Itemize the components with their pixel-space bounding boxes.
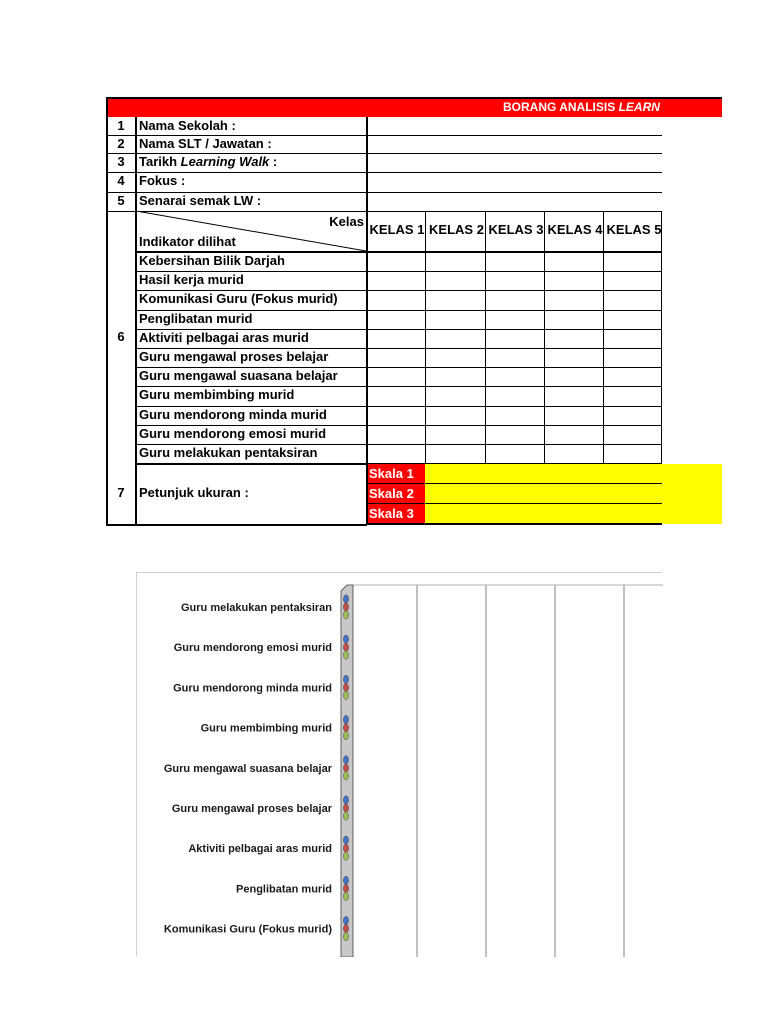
indicator-score-cell[interactable]	[485, 367, 544, 386]
grid-line-v	[106, 97, 108, 526]
bar-series-2	[343, 683, 348, 691]
row-number: 7	[117, 485, 125, 500]
indicator-score-cell[interactable]	[425, 444, 485, 463]
indicator-label: Aktiviti pelbagai aras murid	[139, 330, 309, 345]
bar-series-2	[343, 924, 348, 932]
bar-series-1	[343, 876, 348, 884]
indicator-chart	[136, 572, 662, 956]
indicator-score-cell[interactable]	[544, 329, 603, 348]
bar-series-2	[343, 603, 348, 611]
bar-series-1	[343, 836, 348, 844]
column-header-kelas: KELAS 3	[488, 222, 544, 237]
bar-series-2	[343, 723, 348, 731]
indicator-score-cell[interactable]	[544, 271, 603, 290]
indicator-score-cell[interactable]	[425, 348, 485, 367]
row-label: Nama SLT / Jawatan :	[139, 136, 272, 151]
indicator-label: Kebersihan Bilik Darjah	[139, 253, 285, 268]
indicator-score-cell[interactable]	[544, 290, 603, 310]
indicator-score-cell[interactable]	[485, 348, 544, 367]
grid-line-v	[603, 211, 604, 463]
indicator-label: Penglibatan murid	[139, 311, 253, 326]
bar-series-3	[343, 852, 348, 860]
indicator-score-cell[interactable]	[544, 444, 603, 463]
indicator-score-cell[interactable]	[485, 386, 544, 406]
indicator-score-cell[interactable]	[544, 406, 603, 425]
scale-label: Skala 1	[366, 464, 425, 484]
bar-series-1	[343, 796, 348, 804]
indicator-score-cell[interactable]	[485, 271, 544, 290]
bar-series-3	[343, 731, 348, 739]
category-label: Guru mendorong minda murid	[173, 682, 332, 695]
indicator-score-cell[interactable]	[425, 406, 485, 425]
row-number: 6	[117, 329, 125, 344]
indicator-score-cell[interactable]	[544, 367, 603, 386]
indicator-score-cell[interactable]	[366, 386, 425, 406]
grid-line-v	[544, 211, 545, 463]
category-label: Komunikasi Guru (Fokus murid)	[163, 923, 332, 936]
indicator-label: Hasil kerja murid	[139, 272, 244, 287]
bar-series-1	[343, 916, 348, 924]
indicator-label: Komunikasi Guru (Fokus murid)	[139, 291, 338, 306]
grid-line-v	[661, 211, 662, 463]
indicator-score-cell[interactable]	[425, 425, 485, 444]
indicator-score-cell[interactable]	[603, 367, 662, 386]
row-label: Nama Sekolah :	[139, 118, 236, 133]
grid-line-h	[106, 524, 367, 526]
answer-field[interactable]	[366, 117, 662, 135]
bar-series-2	[343, 884, 348, 892]
bar-series-1	[343, 595, 348, 603]
row-label: Petunjuk ukuran :	[139, 485, 249, 500]
category-label: Guru mengawal suasana belajar	[163, 762, 332, 775]
column-header-kelas: KELAS 2	[429, 222, 484, 237]
indicator-score-cell[interactable]	[425, 252, 485, 271]
answer-field[interactable]	[366, 153, 662, 172]
indicator-label: Guru mendorong minda murid	[139, 407, 327, 422]
bar-series-2	[343, 804, 348, 812]
indicator-score-cell[interactable]	[366, 252, 425, 271]
indicator-score-cell[interactable]	[366, 348, 425, 367]
indicator-score-cell[interactable]	[366, 290, 425, 310]
indicator-score-cell[interactable]	[485, 425, 544, 444]
header-kelas-label: Kelas	[329, 214, 364, 229]
label-text: Tarikh	[139, 154, 181, 169]
bar-series-3	[343, 691, 348, 699]
answer-field[interactable]	[366, 192, 662, 211]
label-text: :	[269, 154, 278, 169]
grid-line-h	[366, 523, 662, 525]
bar-series-1	[343, 756, 348, 764]
header-indicator-label: Indikator dilihat	[139, 234, 236, 249]
indicator-score-cell[interactable]	[603, 425, 662, 444]
indicator-score-cell[interactable]	[366, 367, 425, 386]
column-header-kelas: KELAS 5	[606, 222, 662, 237]
bar-series-2	[343, 764, 348, 772]
column-header-kelas: KELAS 1	[369, 222, 425, 237]
bar-series-3	[343, 932, 348, 940]
indicator-score-cell[interactable]	[603, 329, 662, 348]
grid-line-v	[135, 117, 137, 525]
indicator-score-cell[interactable]	[425, 386, 485, 406]
grid-line-h	[366, 211, 662, 212]
scale-description-field[interactable]	[425, 484, 722, 504]
form-title: BORANG ANALISIS LEARN	[503, 100, 660, 114]
indicator-score-cell[interactable]	[485, 329, 544, 348]
category-label: Aktiviti pelbagai aras murid	[188, 843, 332, 856]
indicator-score-cell[interactable]	[544, 310, 603, 329]
grid-line-v	[366, 117, 368, 525]
indicator-score-cell[interactable]	[425, 271, 485, 290]
row-number: 5	[117, 193, 125, 208]
scale-label: Skala 3	[366, 504, 425, 524]
row-label	[136, 153, 366, 172]
indicator-score-cell[interactable]	[544, 386, 603, 406]
indicator-score-cell[interactable]	[603, 406, 662, 425]
indicator-score-cell[interactable]	[544, 348, 603, 367]
category-label: Guru mendorong emosi murid	[173, 642, 332, 655]
indicator-label: Guru melakukan pentaksiran	[139, 445, 318, 460]
indicator-score-cell[interactable]	[425, 310, 485, 329]
indicator-score-cell[interactable]	[603, 310, 662, 329]
row-label: Fokus :	[139, 173, 186, 188]
indicator-score-cell[interactable]	[366, 329, 425, 348]
indicator-score-cell[interactable]	[544, 425, 603, 444]
indicator-score-cell[interactable]	[485, 252, 544, 271]
row-number: 4	[117, 173, 125, 188]
row-label: Senarai semak LW :	[139, 193, 262, 208]
indicator-score-cell[interactable]	[366, 444, 425, 463]
row-number: 3	[117, 154, 125, 169]
indicator-label: Guru mengawal suasana belajar	[139, 368, 338, 383]
indicator-label: Guru mendorong emosi murid	[139, 426, 327, 441]
indicator-score-cell[interactable]	[366, 406, 425, 425]
category-label: Guru mengawal proses belajar	[171, 803, 332, 815]
indicator-score-cell[interactable]	[425, 329, 485, 348]
indicator-score-cell[interactable]	[366, 310, 425, 329]
indicator-score-cell[interactable]	[425, 290, 485, 310]
bar-series-2	[343, 643, 348, 651]
chart-canvas	[137, 573, 663, 957]
indicator-score-cell[interactable]	[603, 252, 662, 271]
indicator-score-cell[interactable]	[603, 444, 662, 463]
bar-series-1	[343, 675, 348, 683]
answer-field[interactable]	[366, 135, 662, 153]
indicator-score-cell[interactable]	[425, 367, 485, 386]
indicator-score-cell[interactable]	[603, 290, 662, 310]
indicator-label: Guru membimbing murid	[139, 387, 295, 402]
bar-series-3	[343, 892, 348, 900]
indicator-score-cell[interactable]	[485, 290, 544, 310]
indicator-score-cell[interactable]	[366, 425, 425, 444]
bar-series-2	[343, 844, 348, 852]
indicator-score-cell[interactable]	[603, 271, 662, 290]
header-diagonal-line	[136, 211, 366, 251]
bar-series-3	[343, 651, 348, 659]
label-italic-text: Learning Walk	[180, 154, 270, 169]
category-label: Guru melakukan pentaksiran	[181, 602, 332, 614]
indicator-score-cell[interactable]	[366, 271, 425, 290]
bar-series-3	[343, 812, 348, 820]
grid-line-v	[485, 211, 486, 463]
indicator-score-cell[interactable]	[485, 444, 544, 463]
indicator-score-cell[interactable]	[603, 386, 662, 406]
indicator-score-cell[interactable]	[603, 348, 662, 367]
category-label: Penglibatan murid	[236, 883, 332, 896]
row-number: 1	[117, 118, 125, 133]
indicator-score-cell[interactable]	[485, 406, 544, 425]
indicator-label: Guru mengawal proses belajar	[139, 349, 329, 364]
bar-series-3	[343, 772, 348, 780]
bar-series-1	[343, 715, 348, 723]
scale-label: Skala 2	[366, 484, 425, 504]
indicator-score-cell[interactable]	[485, 310, 544, 329]
column-header-kelas: KELAS 4	[547, 222, 603, 237]
grid-line-v	[425, 211, 426, 463]
scale-description-field[interactable]	[425, 464, 722, 484]
answer-field[interactable]	[366, 172, 662, 192]
category-label: Guru membimbing murid	[200, 722, 332, 735]
scale-description-field[interactable]	[425, 504, 722, 524]
diagonal-stroke	[136, 211, 366, 251]
bar-series-3	[343, 611, 348, 619]
bar-series-1	[343, 635, 348, 643]
row-number: 2	[117, 136, 125, 151]
indicator-score-cell[interactable]	[544, 252, 603, 271]
